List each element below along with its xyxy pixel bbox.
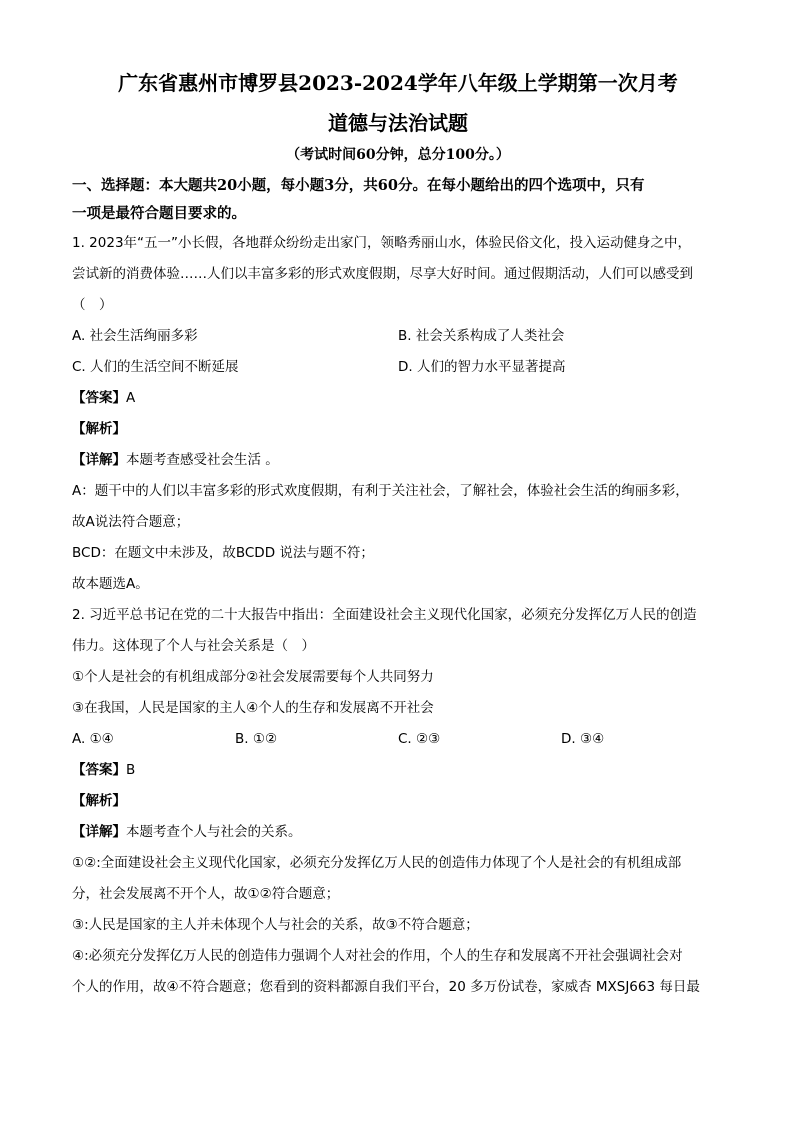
q2-explain-line-1: ①②:全面建设社会主义现代化国家，必须充分发挥亿万人民的创造伟力体现了个人是社会的有机组成部 [72,855,682,871]
q1-stem-line-1: 1. 2023年“五一”小长假，各地群众纷纷走出家门，领略秀丽山水，体验民俗文化，投入运动健身之中， [72,235,692,251]
q1-stem-line-2: 尝试新的消费体验……人们以丰富多彩的形式欢度假期，尽享大好时间。通过假期活动，人们可以感受到 [72,266,693,282]
q1-stem-line-3: （ ） [72,297,113,313]
q2-answer-value: B [126,762,136,778]
q2-options-row [72,724,724,755]
q2-option-d: D. ③④ [561,731,605,747]
q2-stem-line-4: ③在我国，人民是国家的主人④个人的生存和发展离不开社会 [72,700,434,716]
section-heading-line-2: 一项是最符合题目要求的。 [72,205,246,222]
q2-option-c: C. ②③ [398,731,441,747]
q1-answer-value: A [126,390,136,406]
q1-detail-value: 本题考查感受社会生活 。 [126,452,279,468]
q2-analysis-label: 【解析】 [72,793,126,809]
q1-option-b: B. 社会关系构成了人类社会 [398,328,565,344]
q2-detail-value: 本题考查个人与社会的关系。 [126,824,302,840]
q1-explain-line-4: 故本题选A。 [72,576,149,592]
q2-detail [72,817,724,848]
q2-option-a: A. ①④ [72,731,114,747]
q1-explain-line-3: BCD：在题文中未涉及，故BCDD 说法与题不符； [72,545,374,561]
q1-option-d: D. 人们的智力水平显著提高 [398,359,566,375]
q1-explain-line-2: 故A说法符合题意； [72,514,190,530]
exam-info: （考试时间60分钟，总分100分。） [286,147,510,163]
q1-analysis [72,414,724,445]
section-heading-line-1: 一、选择题：本大题共20小题，每小题3分，共60分。在每小题给出的四个选项中，只有 [72,177,645,194]
question-1 [72,228,724,600]
q2-stem-line-1: 2. 习近平总书记在党的二十大报告中指出：全面建设社会主义现代化国家，必须充分发挥亿万人民的创造 [72,607,697,623]
q1-answer-label: 【答案】 [72,390,126,406]
q2-stem-line-2: 伟力。这体现了个人与社会关系是（ ） [72,638,315,654]
q1-detail-label: 【详解】 [72,452,126,468]
q1-option-c: C. 人们的生活空间不断延展 [72,359,239,375]
q1-detail [72,445,724,476]
q2-answer-label: 【答案】 [72,762,126,778]
question-2 [72,600,724,1003]
q2-option-b: B. ①② [235,731,278,747]
q1-options-row-1 [72,321,724,352]
q2-answer [72,755,724,786]
q2-explain-line-5: 个人的作用，故④不符合题意；您看到的资料都源自我们平台，20 多万份试卷，家威杏 MXSJ663 每日最 [72,979,700,995]
page-subtitle: 道德与法治试题 [328,111,468,135]
q1-explain-line-1: A：题干中的人们以丰富多彩的形式欢度假期，有利于关注社会，了解社会，体验社会生活的绚丽多彩， [72,483,689,499]
q2-explain-line-4: ④:必须充分发挥亿万人民的创造伟力强调个人对社会的作用，个人的生存和发展离不开社会强调社会对 [72,948,683,964]
q1-options-row-2 [72,352,724,383]
q1-analysis-label: 【解析】 [72,421,126,437]
q2-explain-line-3: ③:人民是国家的主人并未体现个人与社会的关系，故③不符合题意； [72,917,479,933]
q1-option-a: A. 社会生活绚丽多彩 [72,328,198,344]
q2-analysis [72,786,724,817]
page-title: 广东省惠州市博罗县2023-2024学年八年级上学期第一次月考 [118,71,678,95]
q1-answer [72,383,724,414]
q2-detail-label: 【详解】 [72,824,126,840]
document-page [72,66,724,1003]
q2-stem-line-3: ①个人是社会的有机组成部分②社会发展需要每个人共同努力 [72,669,434,685]
q2-explain-line-2: 分，社会发展离不开个人，故①②符合题意； [72,886,340,902]
section-heading [72,172,724,228]
